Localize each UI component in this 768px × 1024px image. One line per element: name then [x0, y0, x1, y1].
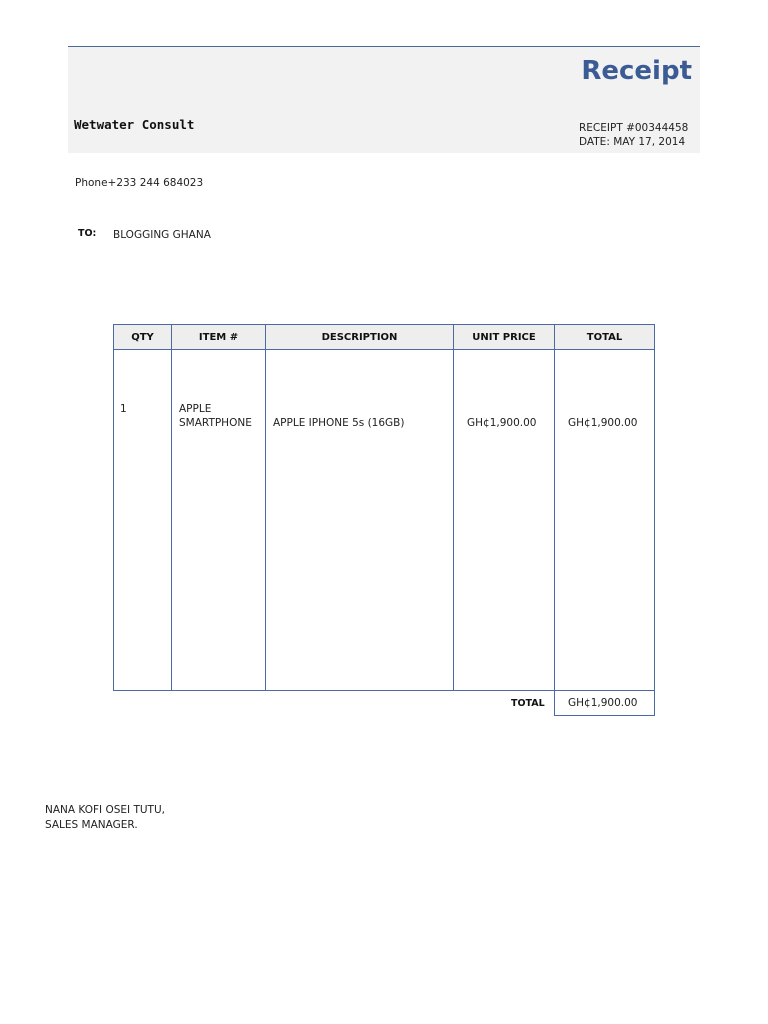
signatory-position: SALES MANAGER.: [45, 819, 138, 831]
unit-price-cell: GH¢1,900.00: [467, 417, 537, 429]
total-column: [555, 325, 654, 690]
recipient-label: TO:: [78, 228, 97, 239]
receipt-date: DATE: MAY 17, 2014: [579, 136, 686, 148]
item-column: [172, 325, 266, 690]
items-table: [113, 324, 655, 691]
recipient-name: BLOGGING GHANA: [113, 229, 211, 241]
receipt-number: RECEIPT #00344458: [579, 122, 689, 134]
total-header: TOTAL: [555, 325, 654, 350]
item-cell-line2: SMARTPHONE: [179, 417, 252, 429]
total-cell: GH¢1,900.00: [568, 417, 638, 429]
unit-price-header: UNIT PRICE: [454, 325, 554, 350]
qty-cell: 1: [120, 403, 127, 415]
company-name: Wetwater Consult: [74, 117, 195, 132]
grand-total-value: GH¢1,900.00: [554, 691, 655, 716]
item-cell: [179, 402, 252, 430]
receipt-meta: [579, 121, 693, 149]
company-phone: Phone+233 244 684023: [75, 177, 204, 189]
grand-total-label: TOTAL: [511, 698, 545, 709]
item-header: ITEM #: [172, 325, 265, 350]
item-cell-line1: APPLE: [179, 403, 212, 415]
qty-column: [114, 325, 172, 690]
document-title: Receipt: [581, 56, 692, 86]
signature-block: [45, 803, 165, 833]
receipt-header: [68, 46, 700, 153]
description-header: DESCRIPTION: [266, 325, 453, 350]
description-cell: APPLE IPHONE 5s (16GB): [273, 417, 405, 429]
unit-price-column: [454, 325, 555, 690]
qty-header: QTY: [114, 325, 171, 350]
signatory-name: NANA KOFI OSEI TUTU,: [45, 804, 165, 816]
description-column: [266, 325, 454, 690]
